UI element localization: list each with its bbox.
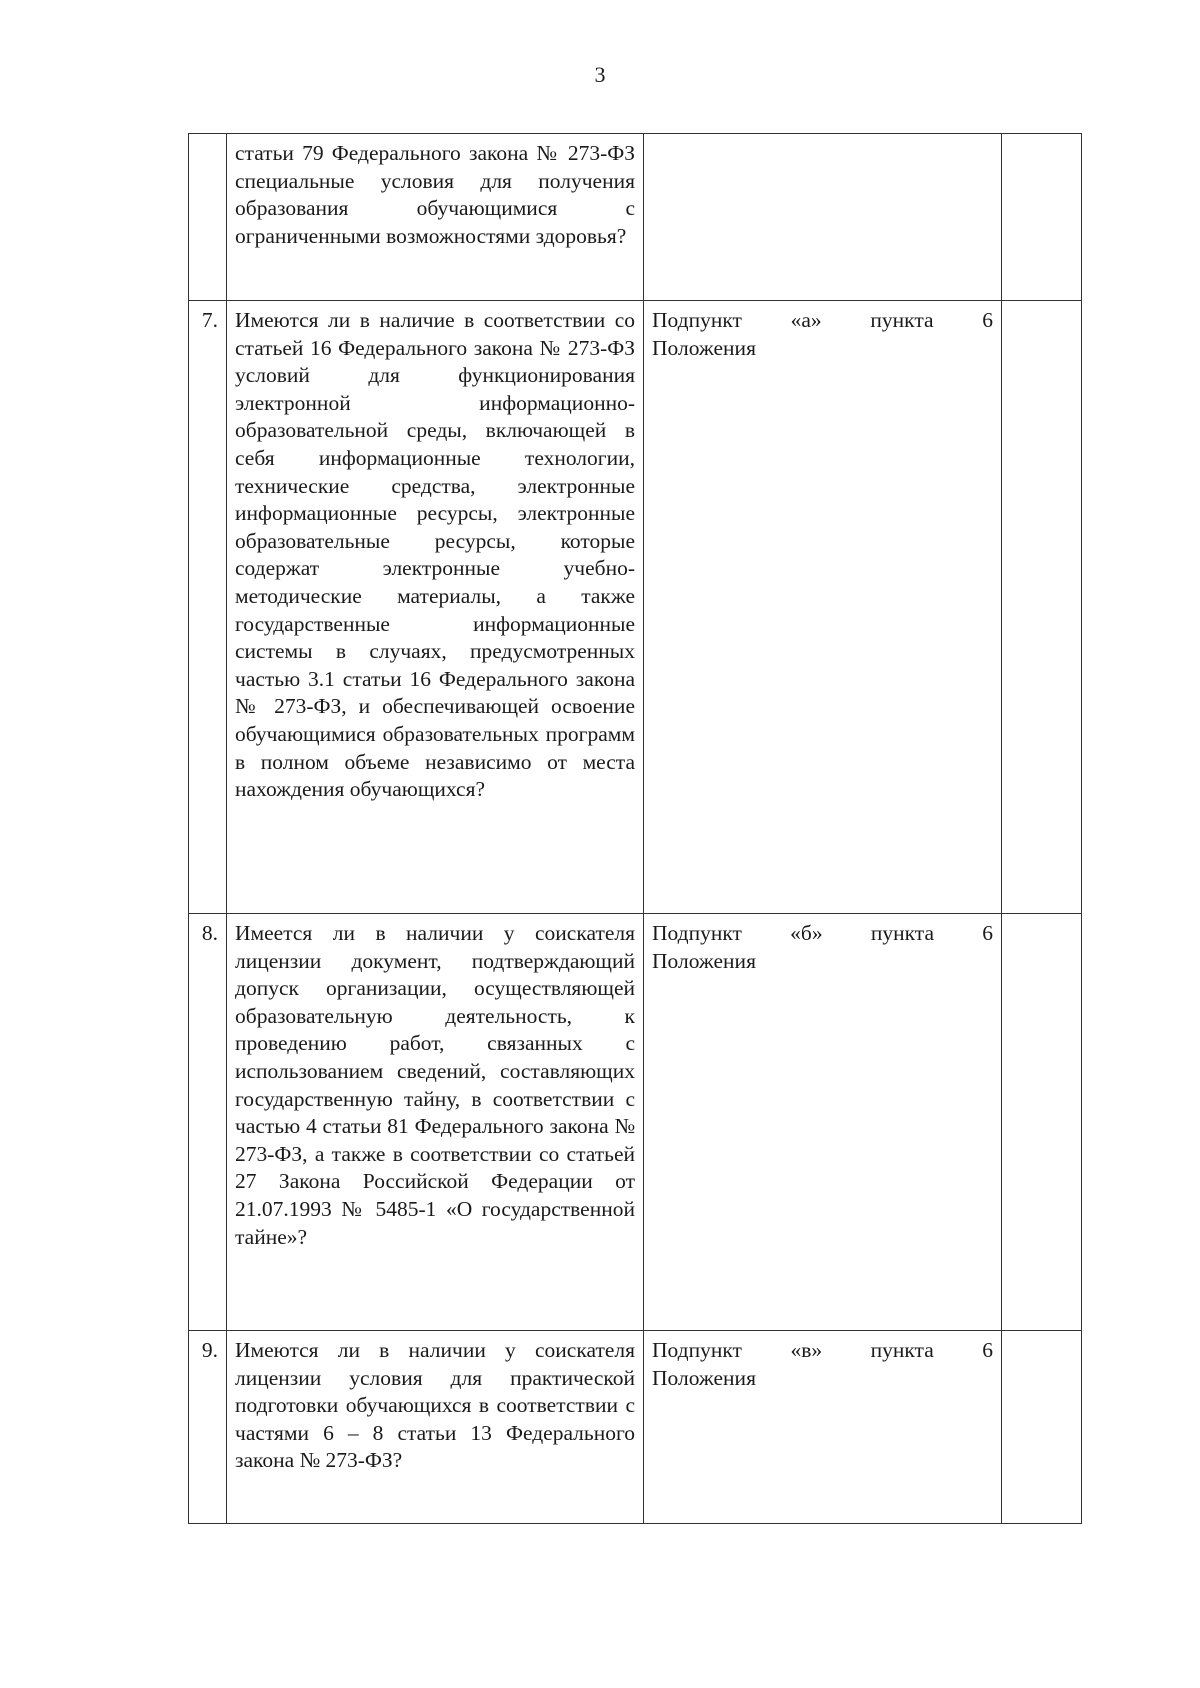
reference-point-number: 6 (982, 921, 993, 945)
reference-subpoint-word: Подпункт (652, 921, 742, 945)
reference-point-number: 6 (982, 1338, 993, 1362)
note-cell (1002, 301, 1082, 914)
reference-letter: «б» (790, 921, 823, 945)
reference-point-word: пункта (870, 308, 934, 332)
reference-point-word: пункта (870, 1338, 934, 1362)
requirements-table (188, 133, 1082, 1524)
requirement-question: статьи 79 Федерального закона № 273-ФЗ специальные условия для получения образования обучающимися с ограниченными возможностями здоровья? (227, 134, 644, 301)
note-cell (1002, 134, 1082, 301)
table-row (189, 1331, 1082, 1524)
reference-subpoint-word: Подпункт (652, 308, 742, 332)
legal-reference (644, 1331, 1002, 1524)
reference-subpoint-word: Подпункт (652, 1338, 742, 1362)
page-number: 3 (594, 62, 606, 87)
row-number: 7. (189, 301, 227, 914)
reference-document: Положения (652, 335, 756, 360)
reference-document: Положения (652, 1365, 756, 1390)
row-number: 8. (189, 914, 227, 1331)
table-row (189, 134, 1082, 301)
row-number (189, 134, 227, 301)
reference-line (652, 1337, 993, 1365)
requirement-question: Имеется ли в наличии у соискателя лицензии документ, подтверждающий допуск организации, осуществляющей образовательную деятельность, к проведению работ, связанных с использованием сведений, составляющих государственную тайну, в соответствии с частью 4 статьи 81 Федерального закона № 273-ФЗ, а также в соответствии со статьей 27 Закона Российской Федерации от 21.07.1993 № 5485-1 «О государственной тайне»? (227, 914, 644, 1331)
reference-line (652, 920, 993, 948)
reference-point-word: пункта (870, 921, 934, 945)
legal-reference (644, 134, 1002, 301)
requirement-question: Имеются ли в наличие в соответствии со статьей 16 Федерального закона № 273-ФЗ условий для функционирования электронной информационно-образовательной среды, включающей в себя информационные технологии, технические средства, электронные информационные ресурсы, электронные образовательные ресурсы, которые содержат электронные учебно-методические материалы, а также государственные информационные системы в случаях, предусмотренных частью 3.1 статьи 16 Федерального закона № 273-ФЗ, и обеспечивающей освоение обучающимися образовательных программ в полном объеме независимо от места нахождения обучающихся? (227, 301, 644, 914)
reference-document: Положения (652, 948, 756, 973)
table-row (189, 301, 1082, 914)
table-row (189, 914, 1082, 1331)
legal-reference (644, 301, 1002, 914)
reference-letter: «в» (790, 1338, 823, 1362)
reference-line (652, 307, 993, 335)
requirement-question: Имеются ли в наличии у соискателя лицензии условия для практической подготовки обучающихся в соответствии с частями 6 – 8 статьи 13 Федерального закона № 273-ФЗ? (227, 1331, 644, 1524)
note-cell (1002, 1331, 1082, 1524)
reference-letter: «а» (790, 308, 822, 332)
legal-reference (644, 914, 1002, 1331)
row-number: 9. (189, 1331, 227, 1524)
reference-point-number: 6 (982, 308, 993, 332)
note-cell (1002, 914, 1082, 1331)
